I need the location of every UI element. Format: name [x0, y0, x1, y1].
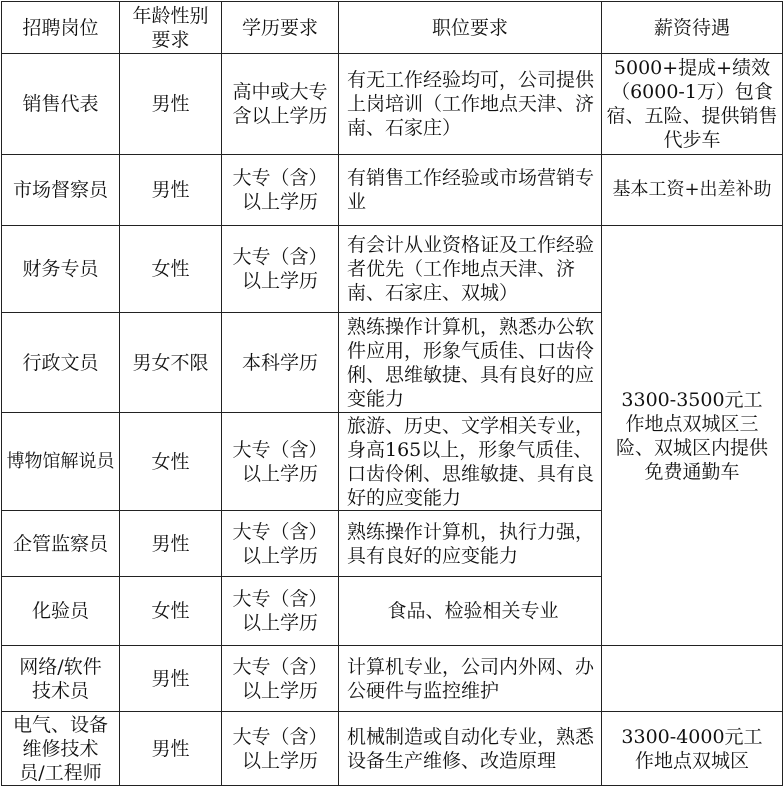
header-education: 学历要求	[222, 2, 339, 54]
salary-cell-market: 基本工资+出差补助	[602, 155, 783, 226]
gender-cell: 男性	[120, 511, 222, 577]
requirements-cell: 有销售工作经验或市场营销专业	[339, 155, 602, 226]
education-cell: 大专（含）以上学历	[222, 712, 339, 786]
position-cell: 财务专员	[2, 226, 120, 313]
table-row	[2, 646, 783, 712]
requirements-cell: 熟练操作计算机，熟悉办公软件应用，形象气质佳、口齿伶俐、思维敏捷、具有良好的应变能力	[339, 313, 602, 413]
gender-cell: 男性	[120, 646, 222, 712]
table-row	[2, 226, 783, 313]
requirements-cell: 熟练操作计算机，执行力强，具有良好的应变能力	[339, 511, 602, 577]
recruitment-table	[1, 1, 783, 786]
requirements-cell: 有会计从业资格证及工作经验者优先（工作地点天津、济南、石家庄、双城）	[339, 226, 602, 313]
position-cell: 销售代表	[2, 54, 120, 155]
requirements-cell: 计算机专业，公司内外网、办公硬件与监控维护	[339, 646, 602, 712]
requirements-cell: 有无工作经验均可，公司提供上岗培训（工作地点天津、济南、石家庄）	[339, 54, 602, 155]
gender-cell: 女性	[120, 413, 222, 511]
education-cell: 大专（含）以上学历	[222, 646, 339, 712]
table-header-row	[2, 2, 783, 54]
education-cell: 大专（含）以上学历	[222, 226, 339, 313]
table-row	[2, 54, 783, 155]
position-cell: 网络/软件技术员	[2, 646, 120, 712]
position-cell: 博物馆解说员	[2, 413, 120, 511]
header-salary: 薪资待遇	[602, 2, 783, 54]
education-cell: 本科学历	[222, 313, 339, 413]
position-cell: 电气、设备维修技术员/工程师	[2, 712, 120, 786]
education-cell: 大专（含）以上学历	[222, 413, 339, 511]
salary-cell-engineer: 3300-4000元工作地点双城区	[602, 712, 783, 786]
gender-cell: 女性	[120, 226, 222, 313]
position-cell: 化验员	[2, 577, 120, 646]
table-row	[2, 155, 783, 226]
education-cell: 大专（含）以上学历	[222, 577, 339, 646]
gender-cell: 男性	[120, 54, 222, 155]
education-cell: 大专（含）以上学历	[222, 511, 339, 577]
position-cell: 市场督察员	[2, 155, 120, 226]
salary-cell-sales: 5000+提成+绩效（6000-1万）包食宿、五险、提供销售代步车	[602, 54, 783, 155]
gender-cell: 男性	[120, 712, 222, 786]
education-cell: 大专（含）以上学历	[222, 155, 339, 226]
requirements-cell: 旅游、历史、文学相关专业，身高165以上，形象气质佳、口齿伶俐、思维敏捷、具有良好的应变能力	[339, 413, 602, 511]
education-cell: 高中或大专含以上学历	[222, 54, 339, 155]
table-row	[2, 712, 783, 786]
requirements-cell: 机械制造或自动化专业，熟悉设备生产维修、改造原理	[339, 712, 602, 786]
position-cell: 企管监察员	[2, 511, 120, 577]
header-position: 招聘岗位	[2, 2, 120, 54]
gender-cell: 男女不限	[120, 313, 222, 413]
salary-cell-general: 3300-3500元工作地点双城区三险、双城区内提供免费通勤车	[602, 226, 783, 646]
gender-cell: 女性	[120, 577, 222, 646]
requirements-cell: 食品、检验相关专业	[339, 577, 602, 646]
gender-cell: 男性	[120, 155, 222, 226]
position-cell: 行政文员	[2, 313, 120, 413]
header-requirements: 职位要求	[339, 2, 602, 54]
header-age-gender: 年龄性别要求	[120, 2, 222, 54]
